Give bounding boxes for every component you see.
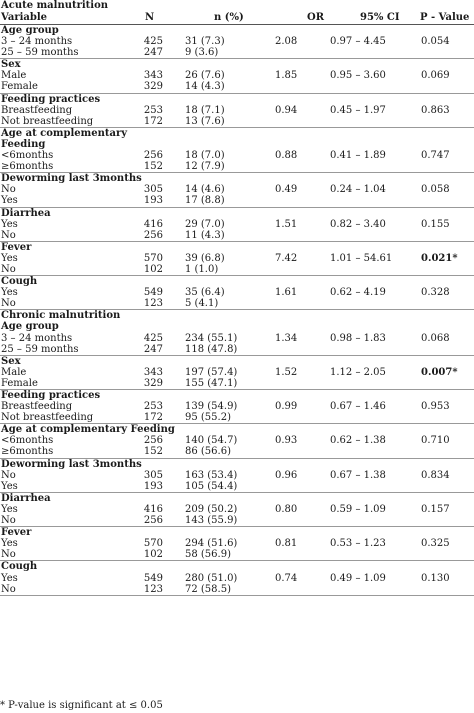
cell-p-value: 0.953 <box>421 401 450 413</box>
group-title: Sex <box>1 355 21 367</box>
group-title: Age at complementary Feeding <box>1 424 175 436</box>
cell-npct: 139 (54.9) <box>185 401 238 413</box>
cell-n: 253 <box>143 401 163 413</box>
group-title: Age group <box>1 25 59 36</box>
cell-npct: 14 (4.6) <box>185 184 225 196</box>
group-title-row <box>0 242 474 253</box>
group-rule <box>0 595 474 596</box>
cell-or: 0.49 <box>275 184 298 196</box>
cell-npct: 197 (57.4) <box>185 366 238 378</box>
row-label: No <box>1 549 16 561</box>
cell-n: 329 <box>143 377 163 389</box>
cell-n: 102 <box>143 263 163 275</box>
cell-npct: 155 (47.1) <box>185 377 238 389</box>
cell-n: 152 <box>143 446 163 458</box>
cell-ci: 0.24 – 1.04 <box>330 184 386 196</box>
cell-or: 0.81 <box>275 538 298 550</box>
table-row <box>0 47 474 58</box>
group-title: Fever <box>1 241 32 253</box>
cell-npct: 17 (8.8) <box>185 195 225 207</box>
cell-or: 0.80 <box>275 503 298 515</box>
cell-ci: 0.59 – 1.09 <box>330 503 386 515</box>
cell-npct: 12 (7.9) <box>185 161 225 173</box>
header-or: OR <box>307 12 325 23</box>
cell-n: 425 <box>143 332 163 344</box>
table-row <box>0 333 474 344</box>
table-row <box>0 573 474 584</box>
cell-npct: 280 (51.0) <box>185 572 238 584</box>
cell-npct: 9 (3.6) <box>185 47 219 59</box>
cell-npct: 11 (4.3) <box>185 229 225 241</box>
table-row <box>0 195 474 206</box>
row-label: Yes <box>1 503 18 515</box>
group-title: Feeding <box>1 138 46 150</box>
section-title-row <box>0 0 474 12</box>
cell-ci: 0.97 – 4.45 <box>330 36 386 48</box>
cell-n: 123 <box>143 298 163 310</box>
table-row <box>0 584 474 595</box>
header-p: P - Value <box>420 12 470 23</box>
row-label: <6months <box>1 435 54 447</box>
table-row <box>0 549 474 560</box>
cell-npct: 14 (4.3) <box>185 81 225 93</box>
cell-npct: 95 (55.2) <box>185 412 231 424</box>
cell-npct: 5 (4.1) <box>185 298 219 310</box>
header-row <box>0 12 474 24</box>
table-row <box>0 378 474 389</box>
row-label: Male <box>1 366 27 378</box>
row-label: Female <box>1 377 38 389</box>
cell-npct: 58 (56.9) <box>185 549 231 561</box>
row-label: No <box>1 298 16 310</box>
group-title-row <box>0 356 474 367</box>
table-row <box>0 344 474 355</box>
table-row <box>0 105 474 116</box>
table-row <box>0 481 474 492</box>
cell-p-value: 0.069 <box>421 70 450 82</box>
cell-n: 256 <box>143 515 163 527</box>
group-title-row <box>0 25 474 36</box>
group-title-row <box>0 59 474 70</box>
row-label: Yes <box>1 287 18 299</box>
table-row <box>0 446 474 457</box>
row-label: 3 – 24 months <box>1 332 73 344</box>
cell-or: 1.61 <box>275 287 298 299</box>
cell-npct: 31 (7.3) <box>185 36 225 48</box>
table-row <box>0 230 474 241</box>
cell-p-value: 0.021* <box>421 252 458 264</box>
cell-n: 253 <box>143 104 163 116</box>
cell-npct: 39 (6.8) <box>185 252 225 264</box>
cell-n: 193 <box>143 195 163 207</box>
cell-ci: 1.12 – 2.05 <box>330 366 386 378</box>
cell-npct: 143 (55.9) <box>185 515 238 527</box>
section-title: Acute malnutrition <box>1 0 109 11</box>
group-title-row <box>0 561 474 572</box>
row-label: Yes <box>1 218 18 230</box>
cell-n: 549 <box>143 572 163 584</box>
header-ci: 95% CI <box>360 12 400 23</box>
group-title: Diarrhea <box>1 207 51 219</box>
cell-n: 305 <box>143 184 163 196</box>
section-title: Chronic malnutrition <box>1 310 121 322</box>
table-row <box>0 504 474 515</box>
row-label: Breastfeeding <box>1 104 73 116</box>
row-label: No <box>1 263 16 275</box>
cell-n: 152 <box>143 161 163 173</box>
table-row <box>0 515 474 526</box>
cell-or: 0.74 <box>275 572 298 584</box>
group-title-row <box>0 208 474 219</box>
cell-ci: 0.67 – 1.46 <box>330 401 386 413</box>
group-title-row <box>0 390 474 401</box>
group-title-row <box>0 173 474 184</box>
row-label: Not breastfeeding <box>1 412 94 424</box>
table-row <box>0 401 474 412</box>
row-label: No <box>1 583 16 595</box>
cell-p-value: 0.054 <box>421 36 450 48</box>
table-row <box>0 538 474 549</box>
cell-n: 549 <box>143 287 163 299</box>
table-row <box>0 287 474 298</box>
cell-or: 1.34 <box>275 332 298 344</box>
group-title-row <box>0 493 474 504</box>
group-title: Deworming last 3months <box>1 458 142 470</box>
cell-or: 0.88 <box>275 150 298 162</box>
header-variable: Variable <box>1 12 48 23</box>
group-title: Sex <box>1 59 21 71</box>
table-row <box>0 253 474 264</box>
table-row <box>0 264 474 275</box>
cell-ci: 1.01 – 54.61 <box>330 252 393 264</box>
row-label: Breastfeeding <box>1 401 73 413</box>
cell-npct: 1 (1.0) <box>185 263 219 275</box>
cell-npct: 29 (7.0) <box>185 218 225 230</box>
table-row <box>0 116 474 127</box>
cell-or: 0.93 <box>275 435 298 447</box>
cell-p-value: 0.068 <box>421 332 450 344</box>
table-row <box>0 367 474 378</box>
group-title: Cough <box>1 276 38 288</box>
cell-or: 1.85 <box>275 70 298 82</box>
group-title-row <box>0 128 474 139</box>
table-row <box>0 70 474 81</box>
header-npct: n (%) <box>214 12 244 23</box>
cell-ci: 0.82 – 3.40 <box>330 218 386 230</box>
table-body <box>0 25 474 596</box>
cell-or: 7.42 <box>275 252 298 264</box>
table-row <box>0 298 474 309</box>
cell-ci: 0.62 – 1.38 <box>330 435 386 447</box>
table-row <box>0 412 474 423</box>
cell-npct: 13 (7.6) <box>185 115 225 127</box>
cell-npct: 163 (53.4) <box>185 469 238 481</box>
cell-p-value: 0.155 <box>421 218 450 230</box>
row-label: No <box>1 184 16 196</box>
cell-ci: 0.53 – 1.23 <box>330 538 386 550</box>
cell-ci: 0.49 – 1.09 <box>330 572 386 584</box>
group-title: Fever <box>1 527 32 539</box>
cell-or: 1.52 <box>275 366 298 378</box>
cell-npct: 294 (51.6) <box>185 538 238 550</box>
cell-n: 256 <box>143 435 163 447</box>
cell-npct: 234 (55.1) <box>185 332 238 344</box>
cell-npct: 105 (54.4) <box>185 480 238 492</box>
row-label: ≥6months <box>1 161 54 173</box>
cell-p-value: 0.130 <box>421 572 450 584</box>
group-title-row <box>0 527 474 538</box>
group-title-row <box>0 321 474 332</box>
table-row <box>0 219 474 230</box>
cell-npct: 72 (58.5) <box>185 583 231 595</box>
row-label: Yes <box>1 538 18 550</box>
cell-p-value: 0.157 <box>421 503 450 515</box>
row-label: Yes <box>1 480 18 492</box>
cell-n: 102 <box>143 549 163 561</box>
cell-n: 570 <box>143 252 163 264</box>
row-label: No <box>1 229 16 241</box>
cell-n: 570 <box>143 538 163 550</box>
row-label: Yes <box>1 252 18 264</box>
cell-p-value: 0.325 <box>421 538 450 550</box>
cell-n: 416 <box>143 218 163 230</box>
row-label: Yes <box>1 572 18 584</box>
cell-n: 123 <box>143 583 163 595</box>
row-label: Yes <box>1 195 18 207</box>
group-title-row <box>0 459 474 470</box>
group-title-row <box>0 276 474 287</box>
row-label: ≥6months <box>1 446 54 458</box>
row-label: 25 – 59 months <box>1 343 79 355</box>
cell-n: 305 <box>143 469 163 481</box>
cell-npct: 18 (7.1) <box>185 104 225 116</box>
cell-ci: 0.98 – 1.83 <box>330 332 386 344</box>
table-row <box>0 161 474 172</box>
row-label: <6months <box>1 150 54 162</box>
group-title-row <box>0 139 474 150</box>
group-title: Diarrhea <box>1 492 51 504</box>
cell-n: 172 <box>143 115 163 127</box>
group-title: Feeding practices <box>1 93 101 105</box>
group-title-row <box>0 94 474 105</box>
cell-n: 425 <box>143 36 163 48</box>
cell-n: 193 <box>143 480 163 492</box>
group-title: Age at complementary <box>1 127 128 139</box>
group-title: Cough <box>1 561 38 573</box>
cell-p-value: 0.007* <box>421 366 458 378</box>
header-n: N <box>145 12 155 23</box>
cell-or: 1.51 <box>275 218 298 230</box>
cell-n: 256 <box>143 229 163 241</box>
cell-n: 256 <box>143 150 163 162</box>
row-label: Female <box>1 81 38 93</box>
cell-ci: 0.41 – 1.89 <box>330 150 386 162</box>
group-title-row <box>0 424 474 435</box>
cell-p-value: 0.710 <box>421 435 450 447</box>
cell-or: 2.08 <box>275 36 298 48</box>
cell-npct: 18 (7.0) <box>185 150 225 162</box>
cell-n: 416 <box>143 503 163 515</box>
cell-n: 329 <box>143 81 163 93</box>
row-label: Male <box>1 70 27 82</box>
table-row <box>0 184 474 195</box>
cell-p-value: 0.747 <box>421 150 450 162</box>
table-row <box>0 435 474 446</box>
group-title: Deworming last 3months <box>1 173 142 185</box>
cell-npct: 209 (50.2) <box>185 503 238 515</box>
table-row <box>0 36 474 47</box>
cell-n: 343 <box>143 70 163 82</box>
group-title: Age group <box>1 321 59 333</box>
footnote: * P-value is significant at ≤ 0.05 <box>0 700 163 711</box>
group-title: Feeding practices <box>1 390 101 401</box>
cell-or: 0.99 <box>275 401 298 413</box>
cell-n: 172 <box>143 412 163 424</box>
table-row <box>0 81 474 92</box>
row-label: No <box>1 469 16 481</box>
cell-n: 247 <box>143 343 163 355</box>
cell-npct: 86 (56.6) <box>185 446 231 458</box>
cell-p-value: 0.058 <box>421 184 450 196</box>
section-title-row <box>0 310 474 321</box>
row-label: 3 – 24 months <box>1 36 73 48</box>
table-row <box>0 470 474 481</box>
row-label: Not breastfeeding <box>1 115 94 127</box>
cell-p-value: 0.834 <box>421 469 450 481</box>
cell-p-value: 0.863 <box>421 104 450 116</box>
row-label: No <box>1 515 16 527</box>
cell-npct: 26 (7.6) <box>185 70 225 82</box>
cell-n: 343 <box>143 366 163 378</box>
cell-npct: 118 (47.8) <box>185 343 238 355</box>
cell-npct: 140 (54.7) <box>185 435 238 447</box>
table-row <box>0 150 474 161</box>
cell-npct: 35 (6.4) <box>185 287 225 299</box>
cell-ci: 0.67 – 1.38 <box>330 469 386 481</box>
cell-ci: 0.95 – 3.60 <box>330 70 386 82</box>
cell-or: 0.96 <box>275 469 298 481</box>
cell-p-value: 0.328 <box>421 287 450 299</box>
cell-ci: 0.62 – 4.19 <box>330 287 386 299</box>
row-label: 25 – 59 months <box>1 47 79 59</box>
cell-n: 247 <box>143 47 163 59</box>
cell-ci: 0.45 – 1.97 <box>330 104 386 116</box>
cell-or: 0.94 <box>275 104 298 116</box>
